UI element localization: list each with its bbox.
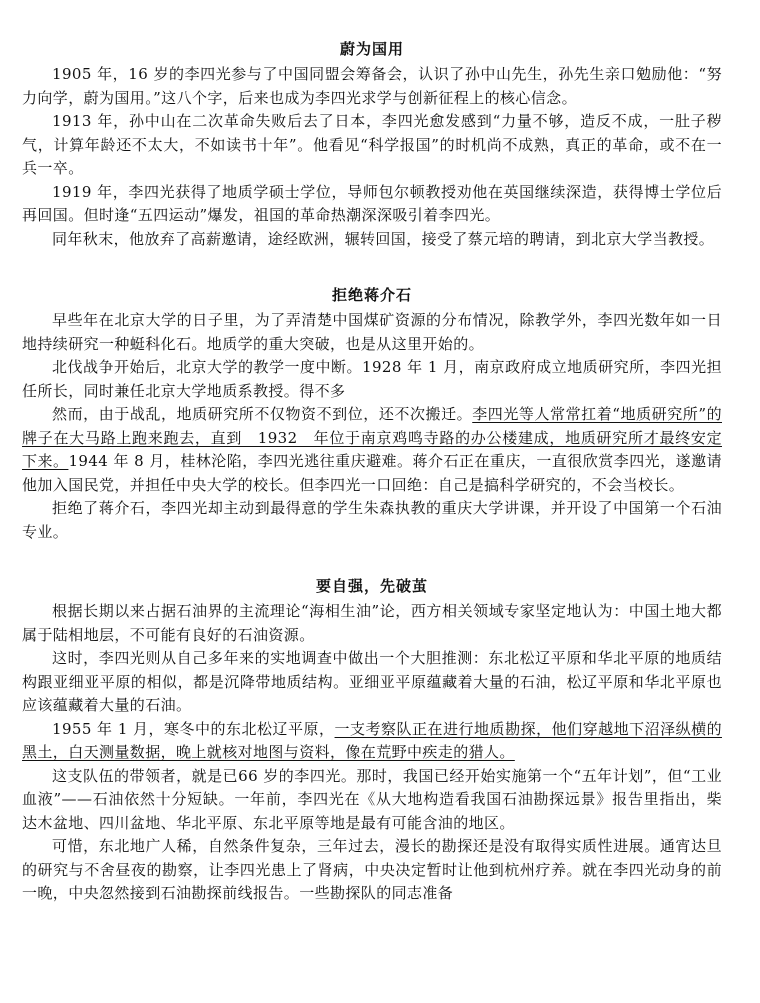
paragraph: 1955 年 1 月，寒冬中的东北松辽平原，一支考察队正在进行地质勘探，他们穿越地下沼泽纵横的黑土，白天测量数据，晚上就核对地图与资料，像在荒野中疾走的猎人。: [22, 719, 722, 761]
section-3: [22, 576, 722, 906]
paragraph: 这时，李四光则从自己多年来的实地调查中做出一个大胆推测：东北松辽平原和华北平原的地质结构跟亚细亚平原的相似，都是沉降带地质结构。亚细亚平原蕴藏着大量的石油，松辽平原和华北平原也应该蕴藏着大量的石油。: [22, 649, 722, 714]
paragraph: 早些年在北京大学的日子里，为了弄清楚中国煤矿资源的分布情况，除教学外，李四光数年如一日地持续研究一种蜓科化石。地质学的重大突破，也是从这里开始的。: [22, 311, 722, 353]
section-1: [22, 39, 722, 251]
paragraph: 1913 年，孙中山在二次革命失败后去了日本，李四光愈发感到“力量不够，造反不成，一肚子秽气，计算年龄还不太大，不如读书十年”。他看见“科学报国”的时机尚不成熟，真正的革命，或不在一兵一卒。: [22, 112, 722, 177]
paragraph: 拒绝了蒋介石，李四光却主动到最得意的学生朱森执教的重庆大学讲课，并开设了中国第一个石油专业。: [22, 499, 722, 541]
paragraph: 这支队伍的带领者，就是已66 岁的李四光。那时，我国已经开始实施第一个“五年计划”，但“工业血液”——石油依然十分短缺。一年前，李四光在《从大地构造看我国石油勘探远景》报告里指出，柴达木盆地、四川盆地、华北平原、东北平原等地是最有可能含油的地区。: [22, 766, 722, 832]
section-2: [22, 285, 722, 544]
paragraph: 同年秋末，他放弃了高薪邀请，途经欧洲，辗转回国，接受了蔡元培的聘请，到北京大学当教授。: [52, 229, 715, 248]
paragraph: 可惜，东北地广人稀，自然条件复杂，三年过去，漫长的勘探还是没有取得实质性进展。通宵达旦的研究与不舍昼夜的勘察，让李四光患上了肾病，中央决定暂时让他到杭州疗养。就在李四光动身的前一晚，中央忽然接到石油勘探前线报告。一些勘探队的同志准备: [22, 837, 722, 902]
underlined-text: 李四光等人常常扛着“地质研究所”的牌子在大马路上跑来跑去，直到 1932 年位于南京鸡鸣寺路的办公楼建成，地质研究所才最终安定下来。: [22, 405, 722, 470]
paragraph: 然而，由于战乱，地质研究所不仅物资不到位，还不次搬迁。李四光等人常常扛着“地质研究所”的牌子在大马路上跑来跑去，直到 1932 年位于南京鸡鸣寺路的办公楼建成，地质研究所才最终安定下来。1944 年 8 月，桂林沦陷，李四光逃往重庆避难。蒋介石正在重庆，一直很欣赏李四光，遂邀请他加入国民党，并担任中央大学的校长。但李四光一口回绝：自己是搞科学研究的，不会当校长。: [22, 405, 722, 494]
paragraph: 北伐战争开始后，北京大学的教学一度中断。1928 年 1 月，南京政府成立地质研究所，李四光担任所长，同时兼任北京大学地质系教授。得不多: [22, 358, 722, 400]
paragraph: 1905 年，16 岁的李四光参与了中国同盟会筹备会，认识了孙中山先生，孙先生亲口勉励他：“努力向学，蔚为国用。”这八个字，后来也成为李四光求学与创新征程上的核心信念。: [22, 65, 722, 107]
paragraph: 根据长期以来占据石油界的主流理论“海相生油”论，西方相关领域专家坚定地认为：中国土地大都属于陆相地层，不可能有良好的石油资源。: [22, 602, 722, 644]
section-heading: 拒绝蒋介石: [331, 286, 412, 304]
paragraph: 1919 年，李四光获得了地质学硕士学位，导师包尔顿教授劝他在英国继续深造，获得博士学位后再回国。但时逢“五四运动”爆发，祖国的革命热潮深深吸引着李四光。: [22, 182, 722, 224]
section-heading: 要自强，先破茧: [315, 577, 428, 595]
section-heading: 蔚为国用: [339, 40, 404, 58]
underlined-text: 一支考察队正在进行地质勘探，他们穿越地下沼泽纵横的黑土，白天测量数据，晚上就核对地图与资料，像在荒野中疾走的猎人。: [22, 719, 722, 761]
